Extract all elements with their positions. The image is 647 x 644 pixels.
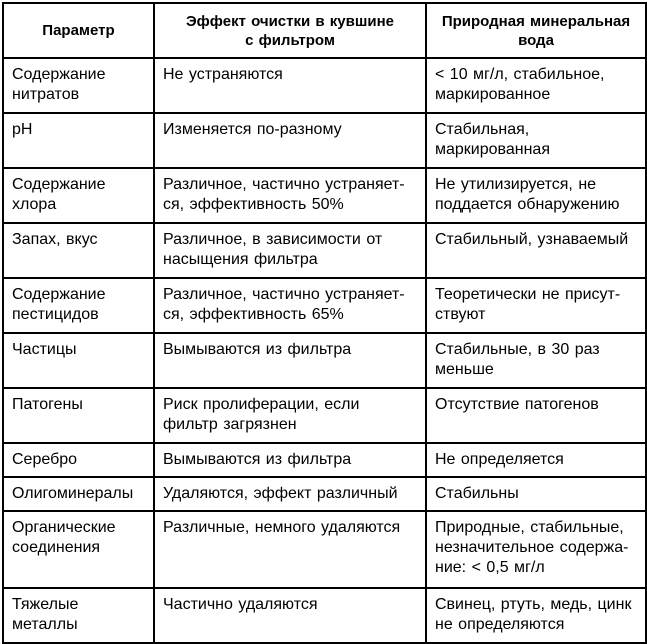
cell-filter-effect: Различное, частично устраняет- ся, эффективность 50% (154, 168, 426, 223)
cell-filter-effect: Удаляются, эффект различный (154, 477, 426, 511)
cell-mineral-water: Не определяется (426, 443, 646, 477)
table-row (3, 168, 646, 223)
cell-parameter: Запах, вкус (3, 223, 154, 278)
cell-parameter: Серебро (3, 443, 154, 477)
cell-mineral-water: < 10 мг/л, стабильное, маркированное (426, 58, 646, 113)
cell-parameter: Тяжелые металлы (3, 588, 154, 643)
cell-mineral-water: Не утилизируется, не поддается обнаружению (426, 168, 646, 223)
cell-mineral-water: Теоретически не присут- ствуют (426, 278, 646, 333)
table-row (3, 113, 646, 168)
table-row (3, 333, 646, 388)
cell-mineral-water: Стабильные, в 30 раз меньше (426, 333, 646, 388)
table-row (3, 278, 646, 333)
table-row (3, 58, 646, 113)
cell-parameter: Содержание хлора (3, 168, 154, 223)
table-row (3, 388, 646, 443)
cell-filter-effect: Вымываются из фильтра (154, 443, 426, 477)
cell-filter-effect: Различное, в зависимости от насыщения фильтра (154, 223, 426, 278)
comparison-table (2, 2, 647, 644)
cell-parameter: Патогены (3, 388, 154, 443)
header-row (3, 3, 646, 58)
cell-filter-effect: Частично удаляются (154, 588, 426, 643)
table-row (3, 588, 646, 643)
header-filter-jug-effect: Эффект очистки в кувшине с фильтром (154, 3, 426, 58)
cell-parameter: Содержание нитратов (3, 58, 154, 113)
cell-parameter: Органические соединения (3, 511, 154, 588)
cell-filter-effect: Различные, немного удаляются (154, 511, 426, 588)
table-body (3, 58, 646, 643)
cell-filter-effect: Риск пролиферации, если фильтр загрязнен (154, 388, 426, 443)
cell-filter-effect: Не устраняются (154, 58, 426, 113)
table-row (3, 443, 646, 477)
header-parameter: Параметр (3, 3, 154, 58)
cell-mineral-water: Стабильны (426, 477, 646, 511)
cell-filter-effect: Различное, частично устраняет- ся, эффективность 65% (154, 278, 426, 333)
cell-parameter: Олигоминералы (3, 477, 154, 511)
cell-mineral-water: Природные, стабильные, незначительное содержа- ние: < 0,5 мг/л (426, 511, 646, 588)
table-row (3, 477, 646, 511)
cell-mineral-water: Стабильная, маркированная (426, 113, 646, 168)
header-mineral-water: Природная минеральная вода (426, 3, 646, 58)
cell-filter-effect: Изменяется по-разному (154, 113, 426, 168)
cell-filter-effect: Вымываются из фильтра (154, 333, 426, 388)
cell-mineral-water: Стабильный, узнаваемый (426, 223, 646, 278)
cell-mineral-water: Свинец, ртуть, медь, цинк не определяются (426, 588, 646, 643)
cell-parameter: Частицы (3, 333, 154, 388)
cell-parameter: pH (3, 113, 154, 168)
cell-parameter: Содержание пестицидов (3, 278, 154, 333)
cell-mineral-water: Отсутствие патогенов (426, 388, 646, 443)
table-header (3, 3, 646, 58)
table-row (3, 511, 646, 588)
table-row (3, 223, 646, 278)
